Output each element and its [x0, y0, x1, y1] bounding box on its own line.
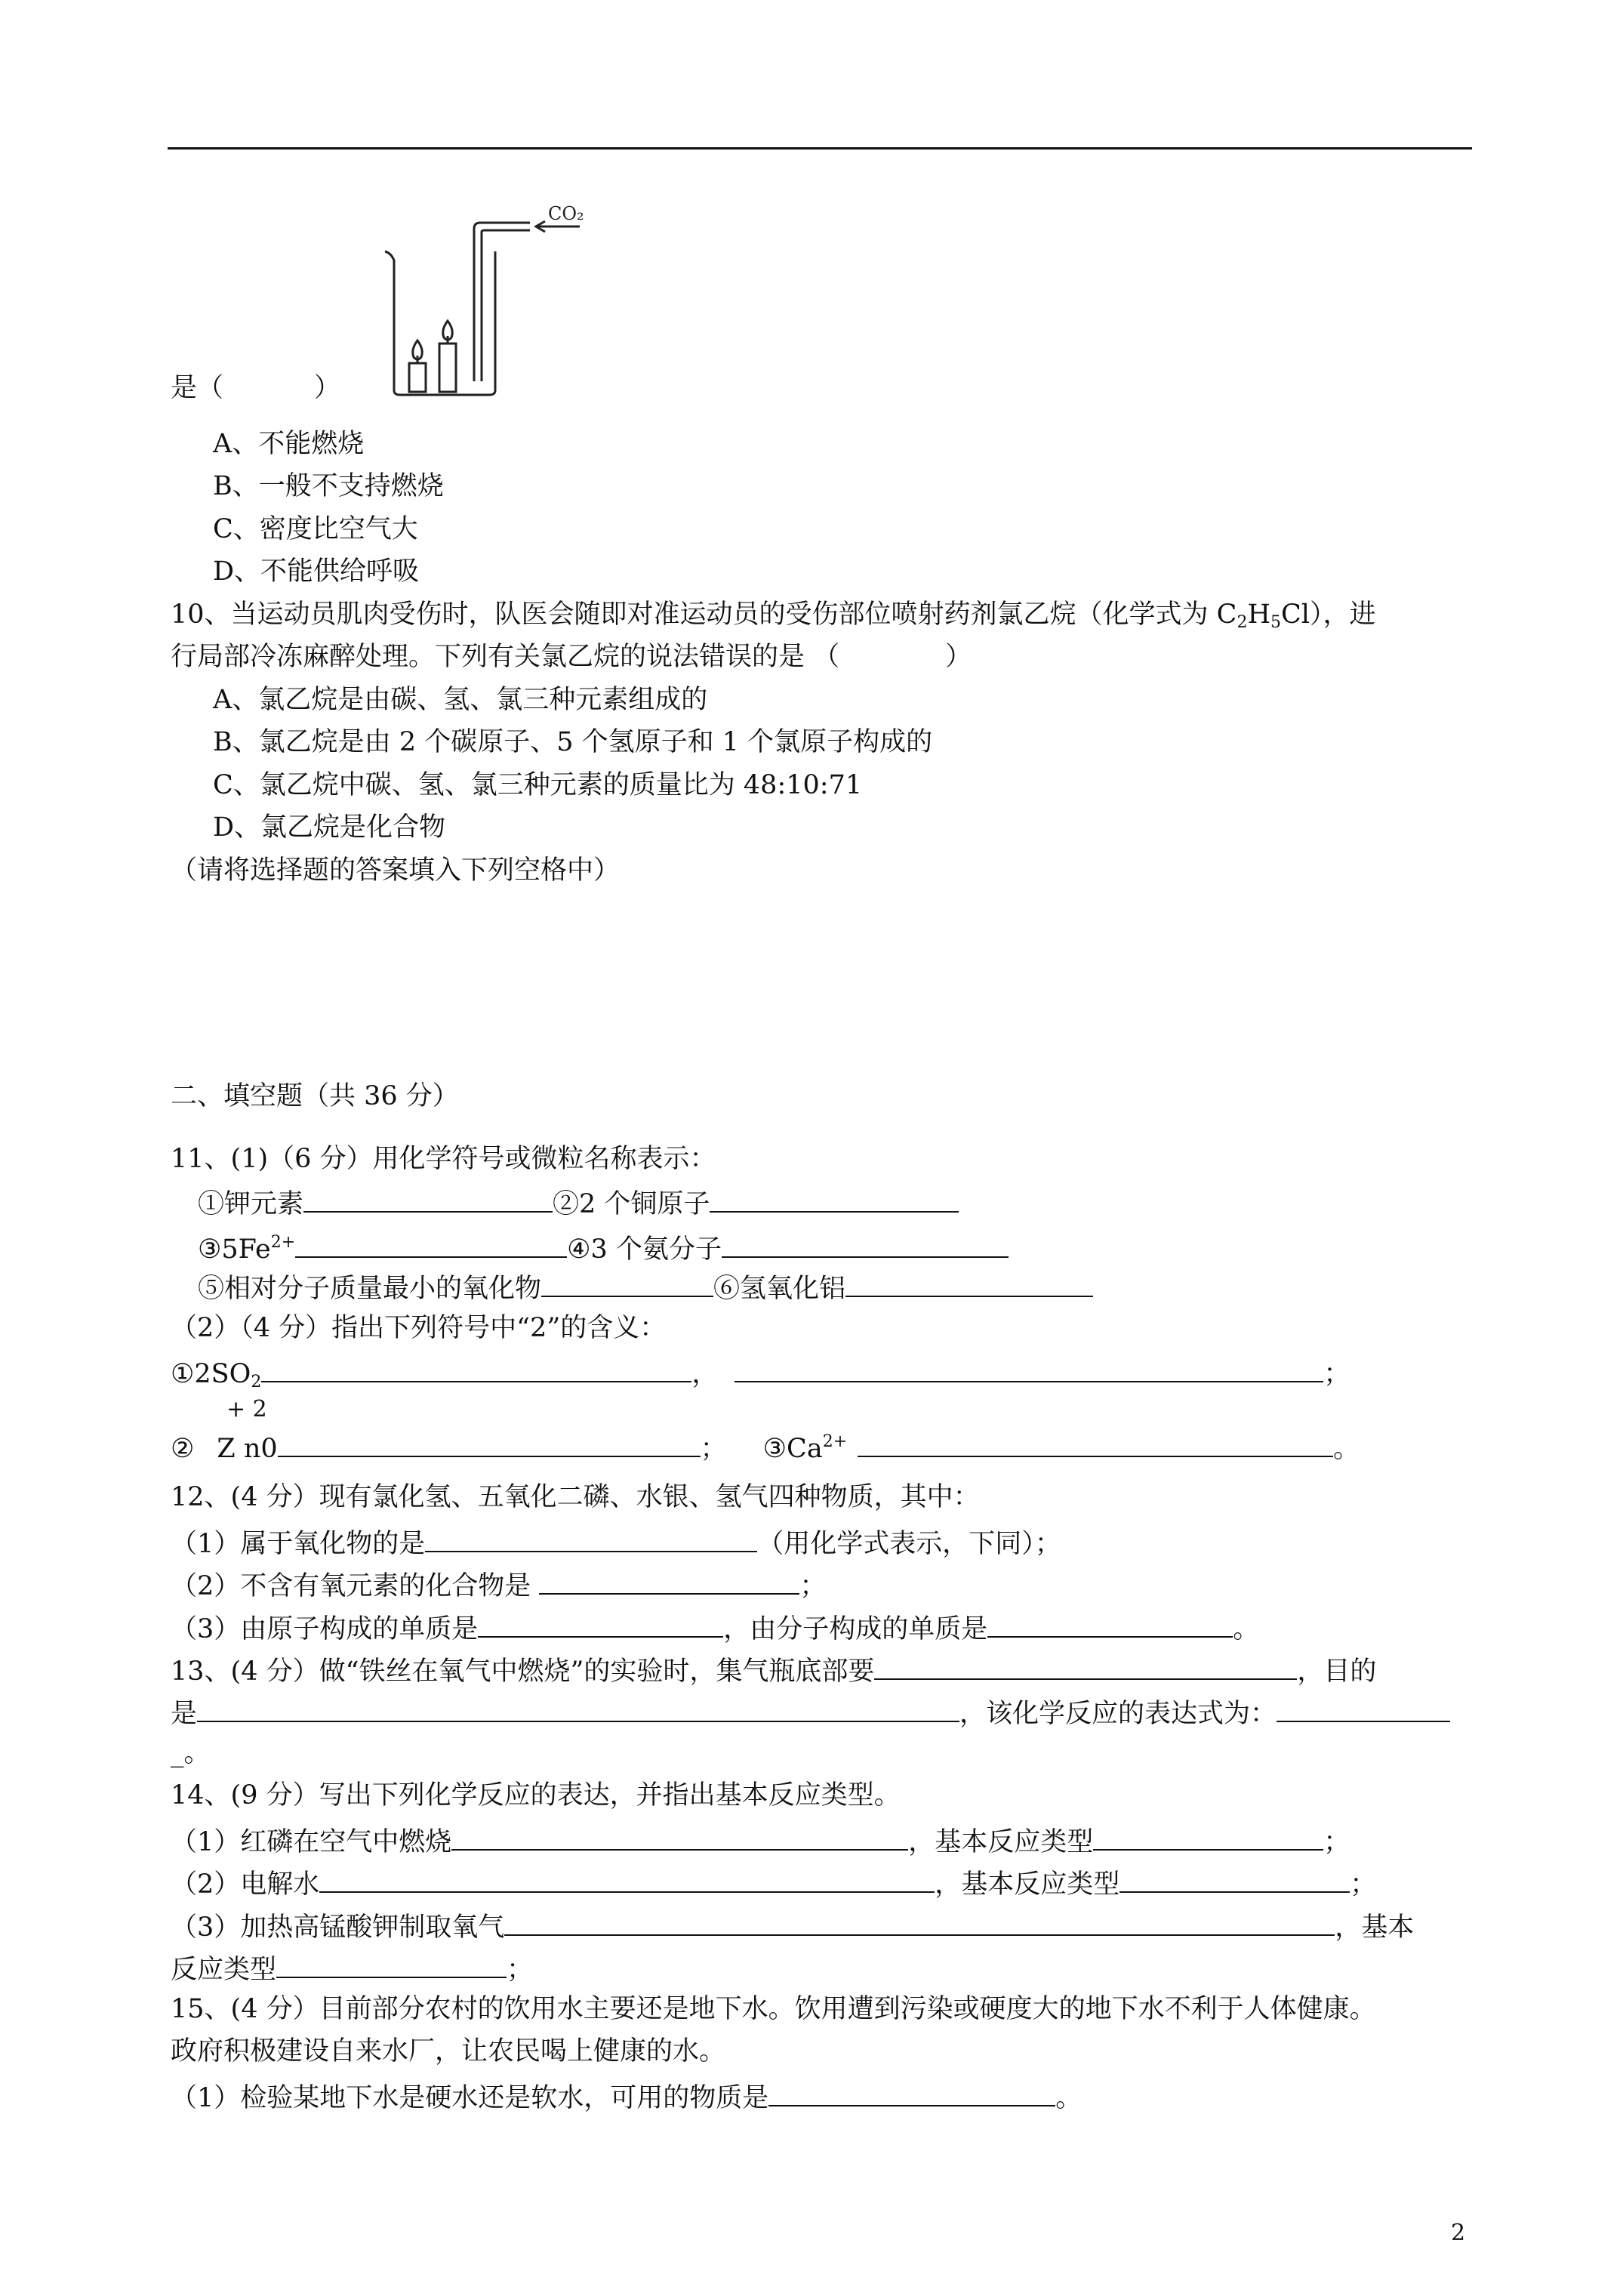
valence-mark: + 2	[226, 1396, 267, 1422]
q9-option-b: B、一般不支持燃烧	[213, 471, 444, 501]
q14-line4	[171, 1949, 533, 1986]
q11-zno-row	[171, 1425, 1360, 1465]
q15-line2: 政府积极建设自来水厂，让农民喝上健康的水。	[171, 2036, 726, 2066]
answer-blank[interactable]	[539, 1566, 799, 1595]
q12-line1	[171, 1524, 1061, 1561]
label: 。	[1233, 1614, 1260, 1644]
q10-text: 10、当运动员肌肉受伤时，队医会随即对准运动员的受伤部位喷射药剂氯乙烷（化学式为 C	[171, 599, 1237, 630]
answer-blank[interactable]	[710, 1184, 959, 1213]
q11-so2-row	[171, 1354, 1350, 1399]
answer-blank[interactable]	[722, 1229, 1009, 1258]
answer-blank[interactable]	[303, 1184, 553, 1213]
label: （3）加热高锰酸钾制取氧气	[171, 1912, 505, 1943]
label: （1）红磷在空气中燃烧	[171, 1827, 452, 1857]
label: （1）检验某地下水是硬水还是软水，可用的物质是	[171, 2083, 769, 2113]
answer-blank[interactable]	[319, 1864, 935, 1893]
q10-option-d: D、氯乙烷是化合物	[213, 812, 446, 843]
q9-stem-text: 是（	[171, 373, 224, 403]
label: ，基本	[1335, 1912, 1415, 1943]
answer-blank[interactable]	[295, 1229, 567, 1258]
answer-blank[interactable]	[768, 2078, 1055, 2106]
answer-blank[interactable]	[276, 1949, 507, 1978]
label: ⑤相对分子质量最小的氧化物	[198, 1274, 542, 1304]
page-number: 2	[1451, 2220, 1466, 2246]
label: ；	[1350, 1869, 1377, 1900]
separator: 。	[1333, 1434, 1360, 1464]
q14-line1	[171, 1822, 1350, 1859]
q11-row2	[198, 1226, 1009, 1266]
q9-stem-close: ）	[314, 373, 341, 403]
subscript: 5	[1270, 613, 1281, 632]
label: ③Ca	[762, 1434, 823, 1464]
q10-option-c: C、氯乙烷中碳、氢、氯三种元素的质量比为 48:10:71	[213, 770, 863, 800]
q10-line1	[171, 598, 1375, 639]
label: ，该化学反应的表达式为：	[959, 1699, 1277, 1729]
label: ，由分子构成的单质是	[723, 1614, 988, 1644]
label: ②2 个铜原子	[553, 1189, 710, 1219]
answer-blank[interactable]	[874, 1651, 1297, 1680]
answer-blank[interactable]	[845, 1268, 1093, 1297]
label: （用化学式表示，下同）；	[757, 1529, 1061, 1559]
q10-text: H	[1247, 599, 1270, 630]
separator: ，	[691, 1359, 719, 1389]
separator: ；	[1323, 1359, 1350, 1389]
label: ④3 个氨分子	[567, 1234, 722, 1265]
answer-blank[interactable]	[261, 1354, 691, 1382]
label: ②	[171, 1434, 195, 1464]
q11-row3	[198, 1268, 1093, 1305]
q12-title: 12、(4 分）现有氯化氢、五氧化二磷、水银、氢气四种物质，其中：	[171, 1482, 980, 1512]
label: Z n0	[217, 1434, 278, 1464]
answer-blank[interactable]	[858, 1428, 1333, 1457]
label: ，基本反应类型	[908, 1827, 1094, 1857]
q11-row1	[198, 1184, 959, 1221]
label: ①钾元素	[198, 1189, 304, 1219]
q14-line3	[171, 1907, 1414, 1944]
q10-text: Cl），进	[1280, 599, 1376, 630]
superscript: 2+	[822, 1432, 848, 1451]
q13-line2	[171, 1693, 1450, 1730]
subscript: 2	[251, 1373, 262, 1391]
answer-blank[interactable]	[478, 1609, 723, 1638]
label: ；	[799, 1571, 827, 1601]
superscript: 2+	[270, 1233, 296, 1252]
q13-line3: _。	[171, 1738, 211, 1768]
co2-label: CO₂	[548, 203, 584, 224]
answer-blank[interactable]	[1093, 1822, 1323, 1851]
label: （3）由原子构成的单质是	[171, 1614, 479, 1644]
label: 反应类型	[171, 1955, 277, 1985]
q9-option-a: A、不能燃烧	[213, 429, 365, 459]
label: （2）不含有氧元素的化合物是	[171, 1571, 540, 1601]
label: ③5Fe	[198, 1234, 271, 1265]
label: ；	[507, 1955, 534, 1985]
q9-option-d: D、不能供给呼吸	[213, 556, 420, 587]
q14-title: 14、(9 分）写出下列化学反应的表达，并指出基本反应类型。	[171, 1780, 901, 1811]
answer-blank[interactable]	[735, 1354, 1323, 1382]
answer-blank[interactable]	[1119, 1864, 1350, 1893]
answer-blank[interactable]	[1277, 1693, 1450, 1722]
q13-line1	[171, 1651, 1376, 1688]
answer-blank[interactable]	[541, 1268, 713, 1297]
q10-option-b: B、氯乙烷是由 2 个碳原子、5 个氢原子和 1 个氯原子构成的	[213, 727, 933, 757]
q12-line3	[171, 1609, 1259, 1646]
beaker-candles-figure	[377, 193, 619, 411]
answer-blank[interactable]	[425, 1524, 757, 1552]
label: 是	[171, 1699, 198, 1729]
q9-option-c: C、密度比空气大	[213, 514, 418, 544]
q9-stem	[171, 371, 340, 405]
q12-line2	[171, 1566, 826, 1603]
answer-note: （请将选择题的答案填入下列空格中）	[171, 855, 621, 886]
label: 。	[1055, 2083, 1083, 2113]
label: ，基本反应类型	[935, 1869, 1120, 1900]
answer-blank[interactable]	[197, 1693, 959, 1722]
q10-line2: 行局部冷冻麻醉处理。下列有关氯乙烷的说法错误的是 （ ）	[171, 642, 972, 672]
q15-line3	[171, 2078, 1082, 2115]
answer-blank[interactable]	[504, 1907, 1335, 1936]
q11-part2-title: （2）（4 分）指出下列符号中“2”的含义：	[171, 1313, 667, 1343]
label: ；	[1323, 1827, 1350, 1857]
answer-blank[interactable]	[987, 1609, 1233, 1638]
label: ，目的	[1297, 1657, 1377, 1687]
answer-blank[interactable]	[451, 1822, 908, 1851]
label: ①2SO	[171, 1359, 251, 1389]
separator: ；	[700, 1434, 727, 1464]
label: （1）属于氧化物的是	[171, 1529, 426, 1559]
header-rule	[168, 147, 1472, 149]
section-heading: 二、填空题（共 36 分）	[171, 1081, 459, 1111]
q11-title: 11、(1)（6 分）用化学符号或微粒名称表示：	[171, 1144, 716, 1174]
q10-option-a: A、氯乙烷是由碳、氢、氯三种元素组成的	[213, 685, 708, 715]
answer-blank[interactable]	[278, 1428, 701, 1457]
subscript: 2	[1236, 613, 1248, 632]
q14-line2	[171, 1864, 1376, 1901]
label: （2）电解水	[171, 1869, 320, 1900]
q15-line1: 15、(4 分）目前部分农村的饮用水主要还是地下水。饮用遭到污染或硬度大的地下水不利于人体健康。	[171, 1994, 1376, 2024]
label: ⑥氢氧化铝	[713, 1274, 846, 1304]
label: 13、(4 分）做“铁丝在氧气中燃烧”的实验时，集气瓶底部要	[171, 1657, 875, 1687]
